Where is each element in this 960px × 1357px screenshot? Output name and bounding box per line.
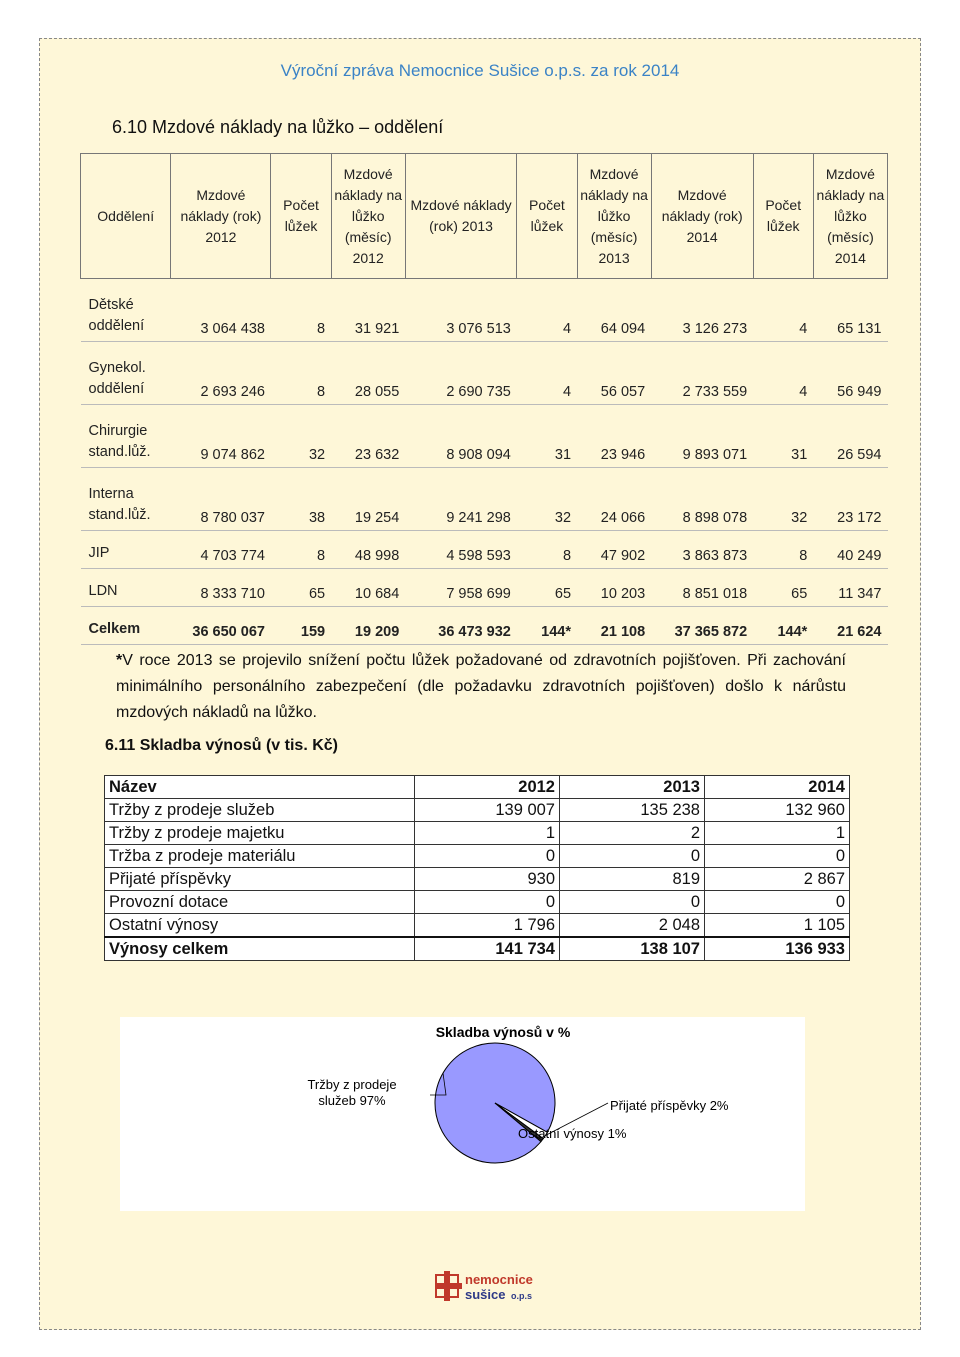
table-cell: 64 094 bbox=[577, 279, 651, 342]
report-header: Výroční zpráva Nemocnice Sušice o.p.s. za rok 2014 bbox=[280, 61, 680, 80]
logo-suffix: o.p.s bbox=[511, 1291, 533, 1301]
total-row bbox=[81, 607, 888, 645]
table-row bbox=[81, 405, 888, 468]
col-header: Mzdové náklady na lůžko (měsíc) 2014 bbox=[813, 154, 887, 279]
row-label: Tržby z prodeje služeb bbox=[105, 799, 415, 822]
table-row bbox=[81, 569, 888, 607]
table-cell: 141 734 bbox=[415, 937, 560, 961]
table-cell: 31 bbox=[517, 405, 577, 468]
logo-svg bbox=[435, 1269, 535, 1303]
row-label: JIP bbox=[81, 531, 171, 569]
table-cell: 32 bbox=[753, 468, 813, 531]
table-cell: 132 960 bbox=[705, 799, 850, 822]
row-label: Přijaté příspěvky bbox=[105, 868, 415, 891]
table-cell: 4 598 593 bbox=[405, 531, 517, 569]
table-cell: 4 bbox=[753, 342, 813, 405]
table-cell: 65 bbox=[271, 569, 331, 607]
footnote bbox=[116, 648, 846, 726]
table-cell: 2 048 bbox=[560, 914, 705, 938]
section-title-revenue: 6.11 Skladba výnosů (v tis. Kč) bbox=[105, 737, 338, 754]
table-cell: 0 bbox=[415, 845, 560, 868]
row-label: Celkem bbox=[81, 607, 171, 645]
table-cell: 136 933 bbox=[705, 937, 850, 961]
col-header: Počet lůžek bbox=[517, 154, 577, 279]
table-cell: 37 365 872 bbox=[651, 607, 753, 645]
table-row bbox=[105, 822, 850, 845]
table-cell: 819 bbox=[560, 868, 705, 891]
col-header: Mzdové náklady (rok) 2012 bbox=[171, 154, 271, 279]
table-cell: 65 131 bbox=[813, 279, 887, 342]
table-cell: 8 bbox=[271, 342, 331, 405]
table-cell: 8 851 018 bbox=[651, 569, 753, 607]
table-cell: 10 684 bbox=[331, 569, 405, 607]
table-cell: 4 bbox=[753, 279, 813, 342]
chart-title: Skladba výnosů v % bbox=[435, 1024, 571, 1040]
table-row bbox=[81, 279, 888, 342]
table-cell: 40 249 bbox=[813, 531, 887, 569]
revenue-header-row bbox=[105, 776, 850, 799]
table-cell: 21 624 bbox=[813, 607, 887, 645]
table-cell: 144* bbox=[753, 607, 813, 645]
table-cell: 26 594 bbox=[813, 405, 887, 468]
table-cell: 8 bbox=[271, 279, 331, 342]
table-cell: 65 bbox=[517, 569, 577, 607]
table-row bbox=[105, 845, 850, 868]
table-cell: 2 693 246 bbox=[171, 342, 271, 405]
wages-header-row bbox=[81, 154, 888, 279]
col-header: Počet lůžek bbox=[271, 154, 331, 279]
table-cell: 56 057 bbox=[577, 342, 651, 405]
table-cell: 4 703 774 bbox=[171, 531, 271, 569]
revenue-table bbox=[104, 775, 850, 961]
table-cell: 2014 bbox=[705, 776, 850, 799]
footnote-text: V roce 2013 se projevilo snížení počtu lůžek požadované od zdravotních pojišťoven. Při zachování minimálního personálního zabezpečení (dle požadavku zdravotních pojišťoven) došlo k nárůstu mzdových nákladů na lůžko. bbox=[116, 652, 846, 721]
table-cell: 3 076 513 bbox=[405, 279, 517, 342]
wages-table bbox=[80, 153, 888, 645]
table-cell: 9 893 071 bbox=[651, 405, 753, 468]
table-row bbox=[105, 799, 850, 822]
pie-chart-svg bbox=[120, 1017, 805, 1211]
table-cell: 56 949 bbox=[813, 342, 887, 405]
table-cell: 0 bbox=[705, 891, 850, 914]
table-cell: 8 bbox=[517, 531, 577, 569]
table-cell: 139 007 bbox=[415, 799, 560, 822]
table-cell: 2 bbox=[560, 822, 705, 845]
table-cell: 8 333 710 bbox=[171, 569, 271, 607]
table-cell: 1 bbox=[705, 822, 850, 845]
table-cell: 8 898 078 bbox=[651, 468, 753, 531]
table-cell: 1 bbox=[415, 822, 560, 845]
table-cell: 2013 bbox=[560, 776, 705, 799]
table-row bbox=[105, 868, 850, 891]
row-label: Interna stand.lůž. bbox=[81, 468, 171, 531]
table-cell: 65 bbox=[753, 569, 813, 607]
page bbox=[39, 38, 921, 1330]
table-cell: 2012 bbox=[415, 776, 560, 799]
col-header: Mzdové náklady na lůžko (měsíc) 2012 bbox=[331, 154, 405, 279]
table-cell: 11 347 bbox=[813, 569, 887, 607]
row-label: Název bbox=[105, 776, 415, 799]
table-cell: 0 bbox=[705, 845, 850, 868]
logo-line2: sušice bbox=[465, 1287, 506, 1302]
table-cell: 2 733 559 bbox=[651, 342, 753, 405]
col-header: Oddělení bbox=[81, 154, 171, 279]
table-cell: 32 bbox=[517, 468, 577, 531]
table-cell: 930 bbox=[415, 868, 560, 891]
table-cell: 1 105 bbox=[705, 914, 850, 938]
table-cell: 0 bbox=[560, 891, 705, 914]
table-cell: 21 108 bbox=[577, 607, 651, 645]
table-row bbox=[105, 891, 850, 914]
table-cell: 2 867 bbox=[705, 868, 850, 891]
section-title-wages: 6.10 Mzdové náklady na lůžko – oddělení bbox=[112, 117, 444, 137]
table-row bbox=[81, 468, 888, 531]
row-label: Ostatní výnosy bbox=[105, 914, 415, 938]
col-header: Mzdové náklady na lůžko (měsíc) 2013 bbox=[577, 154, 651, 279]
table-cell: 135 238 bbox=[560, 799, 705, 822]
table-cell: 8 908 094 bbox=[405, 405, 517, 468]
col-header: Mzdové náklady (rok) 2013 bbox=[405, 154, 517, 279]
table-cell: 8 bbox=[753, 531, 813, 569]
table-row bbox=[105, 914, 850, 938]
table-row bbox=[81, 531, 888, 569]
table-cell: 8 bbox=[271, 531, 331, 569]
table-cell: 9 074 862 bbox=[171, 405, 271, 468]
slice-label: Tržby z prodeje služeb 97% bbox=[307, 1077, 397, 1108]
table-cell: 3 126 273 bbox=[651, 279, 753, 342]
table-cell: 38 bbox=[271, 468, 331, 531]
table-cell: 19 254 bbox=[331, 468, 405, 531]
table-cell: 23 632 bbox=[331, 405, 405, 468]
table-cell: 31 921 bbox=[331, 279, 405, 342]
table-cell: 3 064 438 bbox=[171, 279, 271, 342]
row-label: Výnosy celkem bbox=[105, 937, 415, 961]
row-label: LDN bbox=[81, 569, 171, 607]
table-cell: 23 172 bbox=[813, 468, 887, 531]
table-cell: 0 bbox=[560, 845, 705, 868]
table-cell: 36 650 067 bbox=[171, 607, 271, 645]
table-cell: 47 902 bbox=[577, 531, 651, 569]
table-cell: 144* bbox=[517, 607, 577, 645]
footnote-mark: * bbox=[116, 652, 123, 669]
table-cell: 24 066 bbox=[577, 468, 651, 531]
table-cell: 7 958 699 bbox=[405, 569, 517, 607]
slice-label: Ostatní výnosy 1% bbox=[518, 1126, 627, 1141]
table-cell: 1 796 bbox=[415, 914, 560, 938]
row-label: Provozní dotace bbox=[105, 891, 415, 914]
row-label: Chirurgie stand.lůž. bbox=[81, 405, 171, 468]
slice-label: Přijaté příspěvky 2% bbox=[610, 1098, 729, 1113]
table-cell: 8 780 037 bbox=[171, 468, 271, 531]
row-label: Tržby z prodeje majetku bbox=[105, 822, 415, 845]
table-cell: 9 241 298 bbox=[405, 468, 517, 531]
col-header: Počet lůžek bbox=[753, 154, 813, 279]
logo-line1: nemocnice bbox=[465, 1272, 533, 1287]
table-cell: 36 473 932 bbox=[405, 607, 517, 645]
table-cell: 10 203 bbox=[577, 569, 651, 607]
cross-icon bbox=[435, 1271, 462, 1301]
table-cell: 4 bbox=[517, 342, 577, 405]
table-cell: 159 bbox=[271, 607, 331, 645]
table-cell: 0 bbox=[415, 891, 560, 914]
table-cell: 48 998 bbox=[331, 531, 405, 569]
table-cell: 23 946 bbox=[577, 405, 651, 468]
table-cell: 4 bbox=[517, 279, 577, 342]
col-header: Mzdové náklady (rok) 2014 bbox=[651, 154, 753, 279]
table-row bbox=[81, 342, 888, 405]
row-label: Dětské oddělení bbox=[81, 279, 171, 342]
revenue-pie-chart bbox=[120, 1017, 805, 1211]
row-label: Gynekol. oddělení bbox=[81, 342, 171, 405]
hospital-logo bbox=[435, 1269, 535, 1303]
table-cell: 2 690 735 bbox=[405, 342, 517, 405]
revenue-total-row bbox=[105, 937, 850, 961]
table-cell: 32 bbox=[271, 405, 331, 468]
row-label: Tržba z prodeje materiálu bbox=[105, 845, 415, 868]
table-cell: 3 863 873 bbox=[651, 531, 753, 569]
table-cell: 19 209 bbox=[331, 607, 405, 645]
table-cell: 28 055 bbox=[331, 342, 405, 405]
table-cell: 138 107 bbox=[560, 937, 705, 961]
table-cell: 31 bbox=[753, 405, 813, 468]
